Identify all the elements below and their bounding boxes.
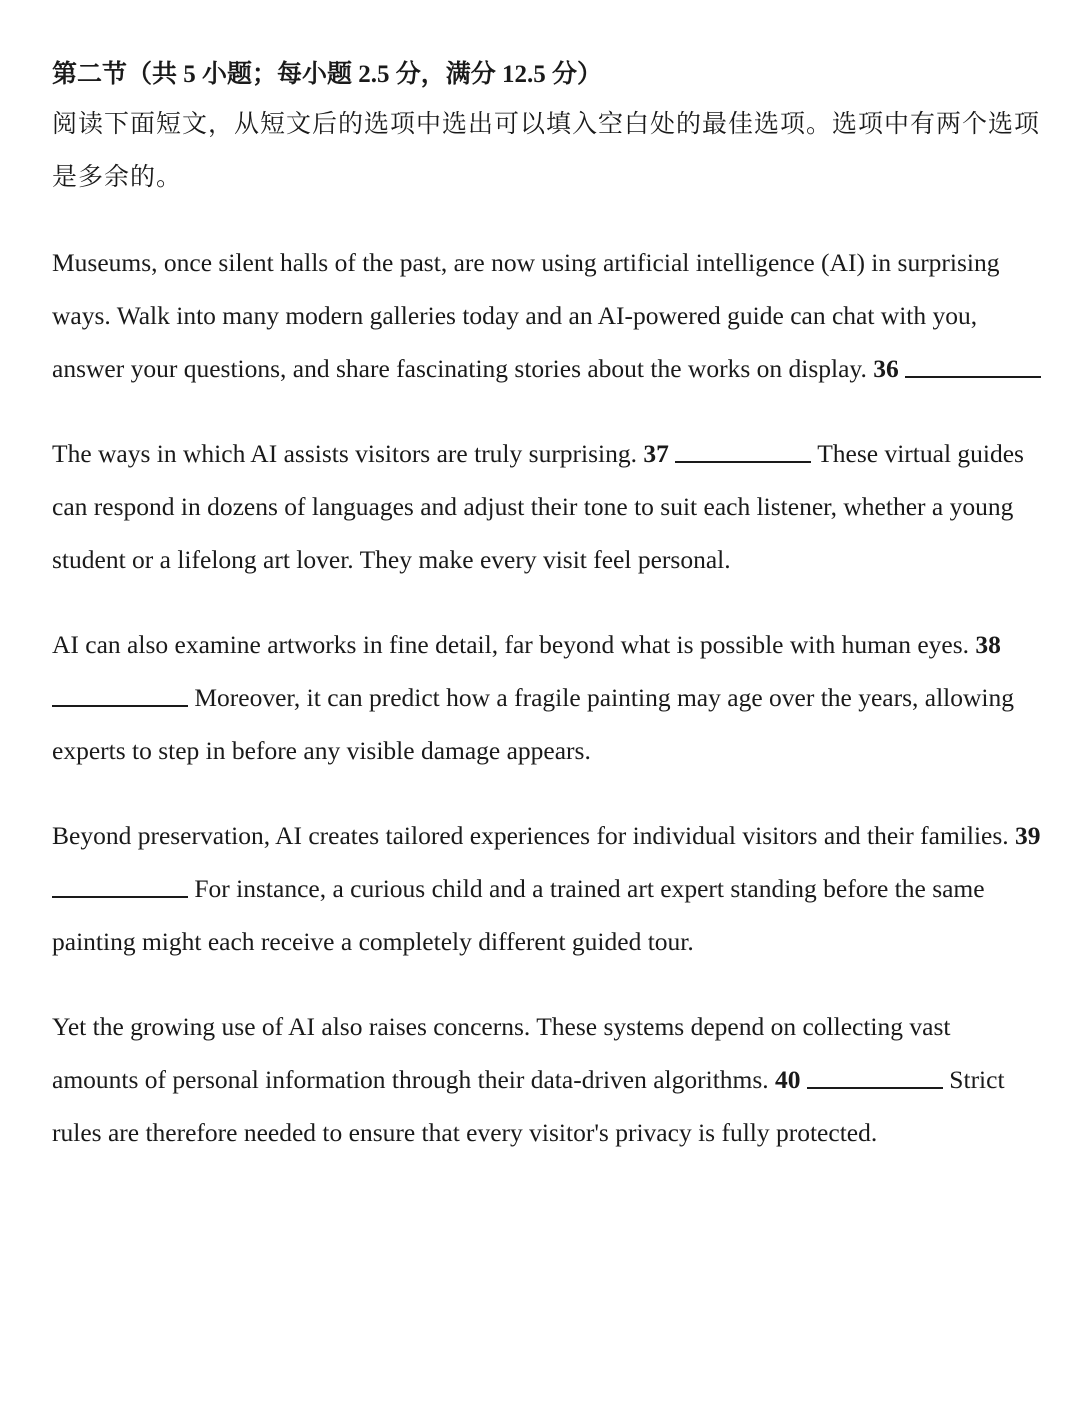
- paragraph-text-after: For instance, a curious child and a trained art expert standing before the same painting might each receive a completely different guided tour.: [52, 874, 985, 956]
- passage-paragraph-4: [52, 809, 1042, 968]
- passage-paragraph-3: [52, 618, 1042, 777]
- section-heading: 第二节（共 5 小题；每小题 2.5 分，满分 12.5 分）: [52, 61, 603, 88]
- paragraph-text-before: The ways in which AI assists visitors are truly surprising.: [52, 439, 638, 468]
- question-number-36: 36: [873, 354, 899, 383]
- passage-paragraph-5: [52, 1000, 1042, 1159]
- section-instructions: 阅读下面短文，从短文后的选项中选出可以填入空白处的最佳选项。选项中有两个选项是多余的。: [52, 111, 1041, 191]
- paragraph-text-before: Yet the growing use of AI also raises concerns. These systems depend on collecting vast amounts of personal information through their data-driven algorithms.: [52, 1012, 951, 1094]
- passage-paragraph-2: [52, 427, 1042, 586]
- paragraph-text-after: These virtual guides can respond in dozens of languages and adjust their tone to suit each listener, whether a young student or a lifelong art lover. They make every visit feel personal.: [52, 439, 1024, 574]
- answer-blank-36: [905, 375, 1041, 378]
- passage-paragraph-1: [52, 236, 1042, 395]
- paragraph-text-before: AI can also examine artworks in fine detail, far beyond what is possible with human eyes.: [52, 630, 970, 659]
- paragraph-text-after: Moreover, it can predict how a fragile painting may age over the years, allowing experts to step in before any visible damage appears.: [52, 683, 1015, 765]
- answer-blank-37: [675, 460, 811, 463]
- question-number-40: 40: [775, 1065, 801, 1094]
- answer-blank-39: [52, 895, 188, 898]
- answer-blank-38: [52, 704, 188, 707]
- question-number-39: 39: [1015, 821, 1041, 850]
- paragraph-text-after: Strict rules are therefore needed to ensure that every visitor's privacy is fully protected.: [52, 1065, 1005, 1147]
- paragraph-text: Museums, once silent halls of the past, are now using artificial intelligence (AI) in surprising ways. Walk into many modern galleries today and an AI-powered guide can chat with you, answer your questions, and share fascinating stories about the works on display.: [52, 248, 1000, 383]
- question-number-38: 38: [975, 630, 1001, 659]
- paragraph-text-before: Beyond preservation, AI creates tailored experiences for individual visitors and their families.: [52, 821, 1009, 850]
- question-number-37: 37: [643, 439, 669, 468]
- answer-blank-40: [807, 1086, 943, 1089]
- exam-page: [52, 52, 1042, 1159]
